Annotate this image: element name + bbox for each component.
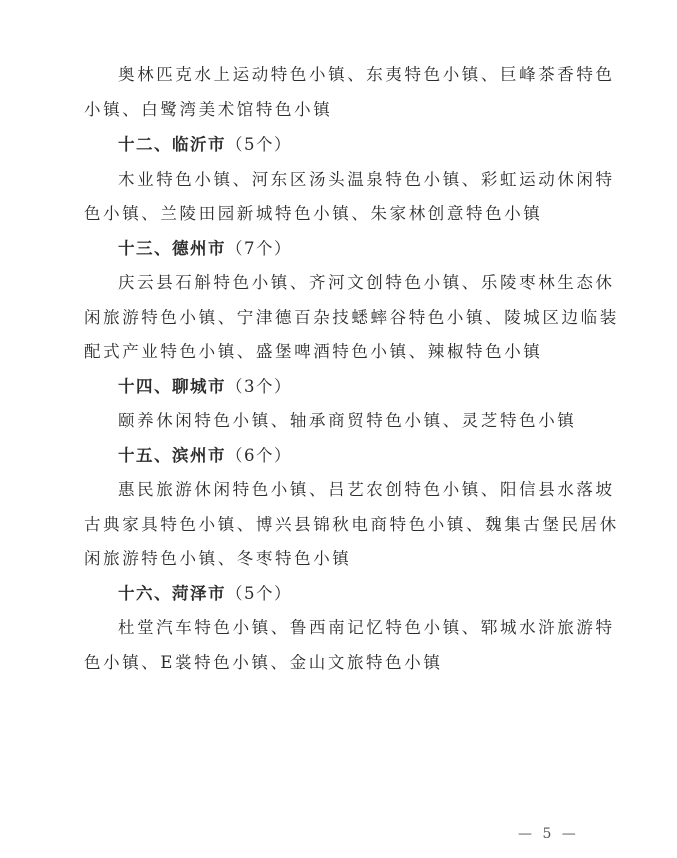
page-number: — 5 —: [518, 826, 579, 842]
paragraph-line: 色小镇、E裳特色小镇、金山文旅特色小镇: [84, 653, 443, 672]
section-heading-heze: [118, 577, 638, 611]
heading-city: 十三、德州市: [118, 239, 226, 258]
paragraph-line: 颐养休闲特色小镇、轴承商贸特色小镇、灵芝特色小镇: [118, 411, 577, 430]
paragraph-line: 杜堂汽车特色小镇、鲁西南记忆特色小镇、郓城水浒旅游特: [118, 618, 615, 637]
heading-count: （5个）: [226, 135, 292, 154]
heading-city: 十六、菏泽市: [118, 584, 226, 603]
section-heading-binzhou: [118, 439, 638, 473]
paragraph-line: 闲旅游特色小镇、宁津德百杂技蟋蟀谷特色小镇、陵城区边临装: [84, 308, 619, 327]
paragraph-line: 惠民旅游休闲特色小镇、吕艺农创特色小镇、阳信县水落坡: [118, 480, 615, 499]
paragraph-line: 色小镇、兰陵田园新城特色小镇、朱家林创意特色小镇: [84, 204, 543, 223]
heading-city: 十二、临沂市: [118, 135, 226, 154]
section-heading-dezhou: [118, 232, 638, 266]
paragraph-line: 庆云县石斛特色小镇、齐河文创特色小镇、乐陵枣林生态休: [118, 273, 615, 292]
heading-count: （5个）: [226, 584, 292, 603]
section-heading-liaocheng: [118, 370, 638, 404]
heading-city: 十五、滨州市: [118, 446, 226, 465]
paragraph-line: 配式产业特色小镇、盛堡啤酒特色小镇、辣椒特色小镇: [84, 342, 543, 361]
paragraph-line: 奥林匹克水上运动特色小镇、东夷特色小镇、巨峰茶香特色: [118, 65, 615, 84]
heading-count: （6个）: [226, 446, 292, 465]
paragraph-line: 闲旅游特色小镇、冬枣特色小镇: [84, 549, 352, 568]
paragraph-line: 木业特色小镇、河东区汤头温泉特色小镇、彩虹运动休闲特: [118, 170, 615, 189]
heading-count: （3个）: [226, 377, 292, 396]
paragraph-line: 小镇、白鹭湾美术馆特色小镇: [84, 100, 333, 119]
heading-city: 十四、聊城市: [118, 377, 226, 396]
heading-count: （7个）: [226, 239, 292, 258]
section-heading-linyi: [118, 128, 638, 162]
paragraph-line: 古典家具特色小镇、博兴县锦秋电商特色小镇、魏集古堡民居休: [84, 515, 619, 534]
